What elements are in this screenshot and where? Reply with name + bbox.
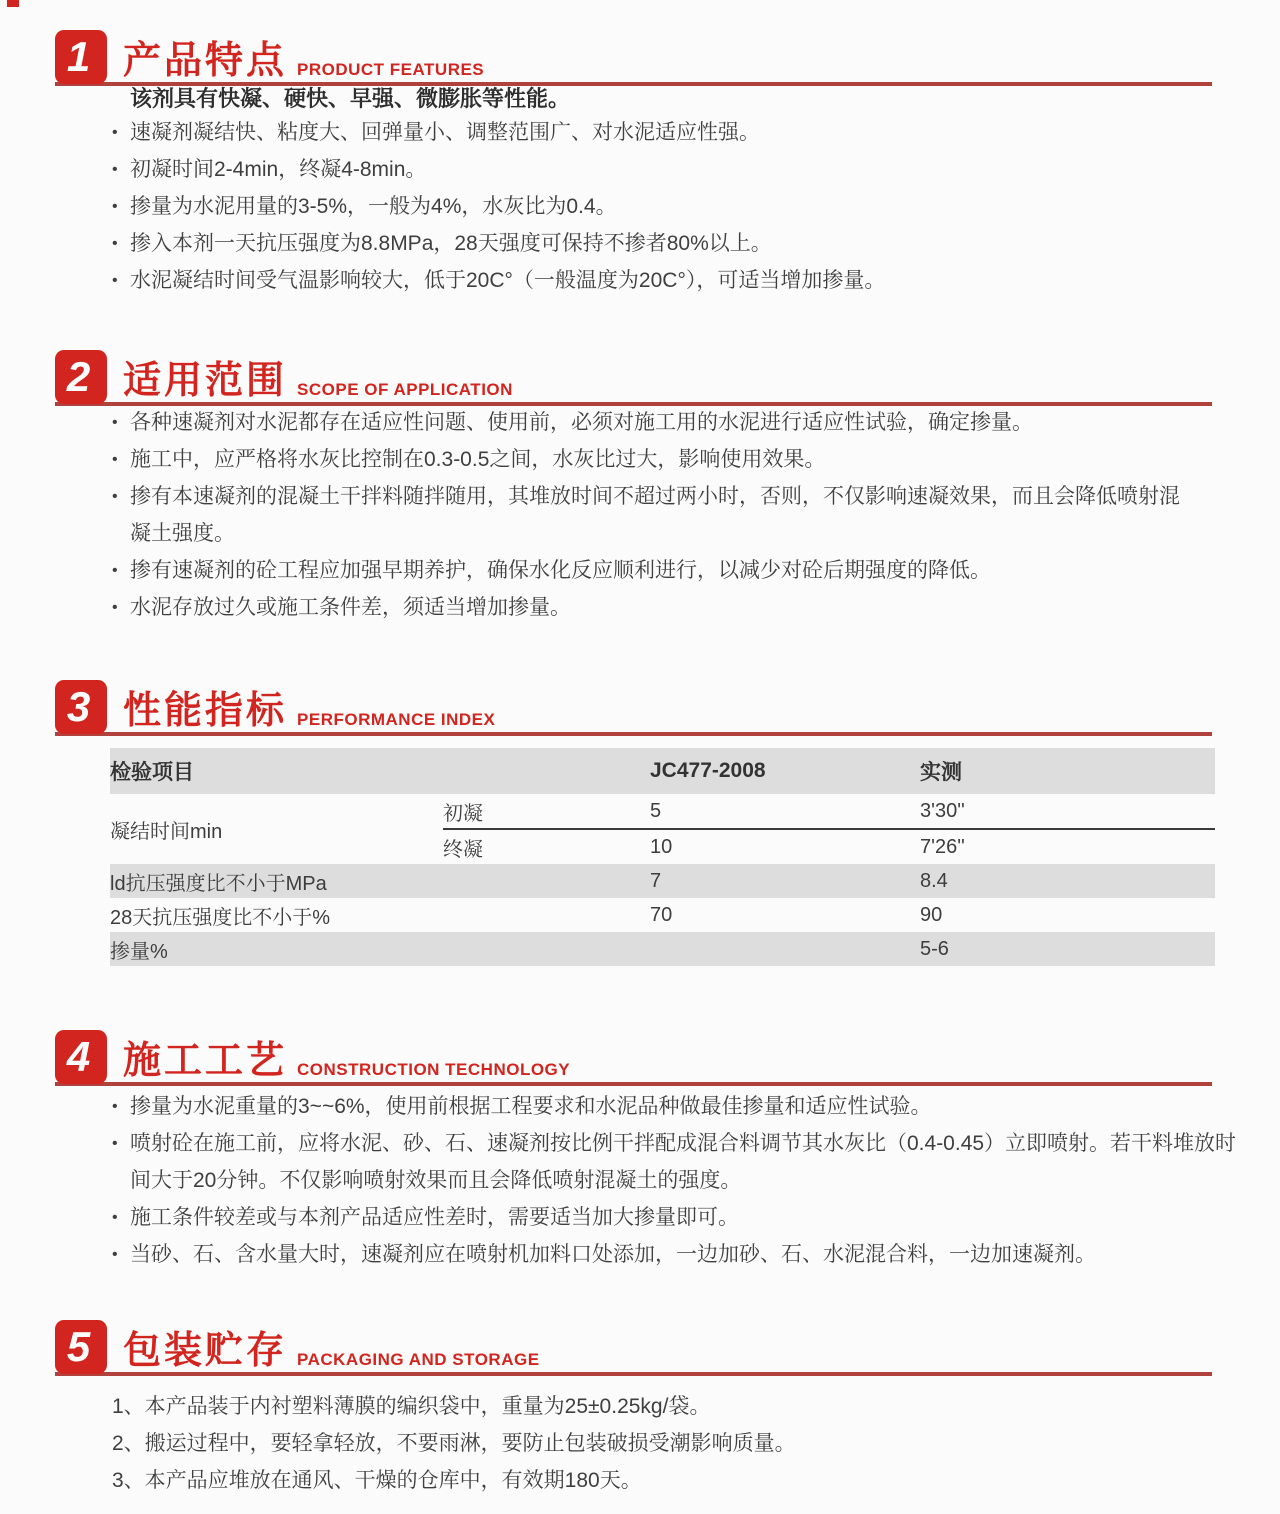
list-item-text: 施工条件较差或与本剂产品适应性差时，需要适当加大掺量即可。 (130, 1206, 739, 1229)
packaging-storage-list (112, 1388, 1237, 1499)
list-item-text: 掺有速凝剂的砼工程应加强早期养护，确保水化反应顺利进行，以减少对砼后期强度的降低。 (130, 559, 991, 582)
product-features-list (112, 114, 1230, 299)
list-item: 2、搬运过程中，要轻拿轻放，不要雨淋，要防止包装破损受潮影响质量。 (112, 1432, 796, 1455)
list-item-text: 掺量为水泥用量的3-5%，一般为4%，水灰比为0.4。 (130, 195, 617, 218)
section-number-badge: 2 (55, 350, 107, 404)
table-cell: 凝结时间min (110, 820, 223, 843)
table-cell: 初凝 (443, 794, 650, 829)
list-item (112, 1125, 1255, 1199)
bullet-icon: • (112, 272, 118, 289)
list-item-text: 掺入本剂一天抗压强度为8.8MPa，28天强度可保持不掺者80%以上。 (130, 232, 772, 255)
table-cell: 8.4 (920, 864, 1215, 898)
table-cell: 10 (650, 835, 673, 858)
section-title-zh: 施工工艺 (123, 1040, 288, 1082)
section-number-badge: 4 (55, 1030, 107, 1084)
table-cell: 70 (650, 903, 673, 926)
table-cell (443, 932, 650, 966)
bullet-icon: • (112, 198, 118, 215)
table-header-cell: 实测 (920, 748, 1215, 794)
table-row (110, 932, 1215, 966)
table-cell: 7 (650, 864, 920, 898)
bullet-icon: • (112, 562, 118, 579)
list-item: 3、本产品应堆放在通风、干燥的仓库中，有效期180天。 (112, 1469, 642, 1492)
table-cell: 90 (920, 903, 943, 926)
section-number-badge: 5 (55, 1320, 107, 1374)
section-title-en: CONSTRUCTION TECHNOLOGY (297, 1060, 571, 1079)
product-features-intro: 该剂具有快凝、硬快、早强、微膨胀等性能。 (130, 86, 571, 111)
section-title-zh: 产品特点 (123, 40, 288, 82)
section-title-en: SCOPE OF APPLICATION (297, 380, 513, 399)
list-item-text: 施工中，应严格将水灰比控制在0.3-0.5之间，水灰比过大，影响使用效果。 (130, 448, 826, 471)
table-header-cell: 检验项目 (110, 748, 443, 794)
section-title-zh: 包装贮存 (123, 1330, 288, 1372)
bullet-icon: • (112, 1209, 118, 1226)
table-cell: 终凝 (443, 838, 483, 861)
list-item (112, 114, 1230, 151)
list-item: 1、本产品装于内衬塑料薄膜的编织袋中，重量为25±0.25kg/袋。 (112, 1395, 711, 1418)
section-number-badge: 3 (55, 680, 107, 734)
table-cell (650, 932, 920, 966)
section-title-zh: 性能指标 (123, 690, 288, 732)
section-number-badge: 1 (55, 30, 107, 84)
section-title-en: PACKAGING AND STORAGE (297, 1350, 540, 1369)
section-header-performance-index (55, 674, 1212, 736)
section-title-en: PERFORMANCE INDEX (297, 710, 496, 729)
table-cell: 5-6 (920, 932, 1215, 966)
table-header-cell: JC477-2008 (650, 748, 920, 794)
list-item-text: 当砂、石、含水量大时，速凝剂应在喷射机加料口处添加，一边加砂、石、水泥混合料，一边加速凝剂。 (130, 1243, 1096, 1266)
list-item (112, 441, 1192, 478)
bullet-icon: • (112, 161, 118, 178)
performance-table (110, 748, 1215, 966)
list-item (112, 1236, 1255, 1273)
list-item (112, 589, 1192, 626)
bullet-icon: • (112, 414, 118, 431)
bullet-icon: • (112, 1246, 118, 1263)
list-item (112, 151, 1230, 188)
list-item (112, 1199, 1255, 1236)
section-header-scope-of-application (55, 344, 1212, 406)
table-cell: 28天抗压强度比不小于% (110, 906, 331, 929)
list-item-text: 水泥凝结时间受气温影响较大，低于20C°（一般温度为20C°），可适当增加掺量。 (130, 269, 886, 292)
list-item-text: 初凝时间2-4min，终凝4-8min。 (130, 158, 427, 181)
table-cell (443, 898, 650, 932)
table-row (110, 864, 1215, 898)
table-row (110, 898, 1215, 932)
list-item (112, 1088, 1255, 1125)
list-item-text: 各种速凝剂对水泥都存在适应性问题、使用前，必须对施工用的水泥进行适应性试验，确定掺量。 (130, 411, 1033, 434)
list-item (112, 552, 1192, 589)
bullet-icon: • (112, 1098, 118, 1115)
construction-technology-list (112, 1088, 1255, 1273)
table-cell: 7'26'' (920, 835, 965, 858)
section-title-en: PRODUCT FEATURES (297, 60, 485, 79)
table-cell: 5 (650, 794, 920, 829)
list-item-text: 速凝剂凝结快、粘度大、回弹量小、调整范围广、对水泥适应性强。 (130, 121, 760, 144)
bullet-icon: • (112, 599, 118, 616)
list-item (112, 225, 1230, 262)
list-item-text: 掺有本速凝剂的混凝土干拌料随拌随用，其堆放时间不超过两小时，否则，不仅影响速凝效果，而且会降低喷射混凝土强度。 (130, 485, 1180, 545)
table-header-row (110, 748, 1215, 794)
table-cell: 3'30'' (920, 794, 1215, 829)
list-item (112, 478, 1192, 552)
bullet-icon: • (112, 488, 118, 505)
list-item (112, 262, 1230, 299)
section-title-zh: 适用范围 (123, 360, 288, 402)
section-header-packaging-and-storage (55, 1314, 1212, 1376)
list-item-text: 掺量为水泥重量的3~~6%，使用前根据工程要求和水泥品种做最佳掺量和适应性试验。 (130, 1095, 932, 1118)
list-item (112, 404, 1192, 441)
bullet-icon: • (112, 1135, 118, 1152)
bullet-icon: • (112, 451, 118, 468)
section-header-product-features (55, 24, 1212, 86)
list-item (112, 188, 1230, 225)
list-item-text: 水泥存放过久或施工条件差，须适当增加掺量。 (130, 596, 571, 619)
list-item-text: 喷射砼在施工前，应将水泥、砂、石、速凝剂按比例干拌配成混合料调节其水灰比（0.4-0.45）立即喷射。若干料堆放时间大于20分钟。不仅影响喷射效果而且会降低喷射混凝土的强度。 (130, 1132, 1237, 1192)
bullet-icon: • (112, 124, 118, 141)
section-header-construction-technology (55, 1024, 1212, 1086)
bullet-icon: • (112, 235, 118, 252)
page-corner-mark (7, 0, 19, 7)
table-cell (443, 864, 650, 898)
scope-of-application-list (112, 404, 1192, 626)
table-cell: ld抗压强度比不小于MPa (110, 864, 443, 898)
table-header-cell (443, 748, 650, 794)
table-row (110, 794, 1215, 829)
table-cell: 掺量% (110, 932, 443, 966)
